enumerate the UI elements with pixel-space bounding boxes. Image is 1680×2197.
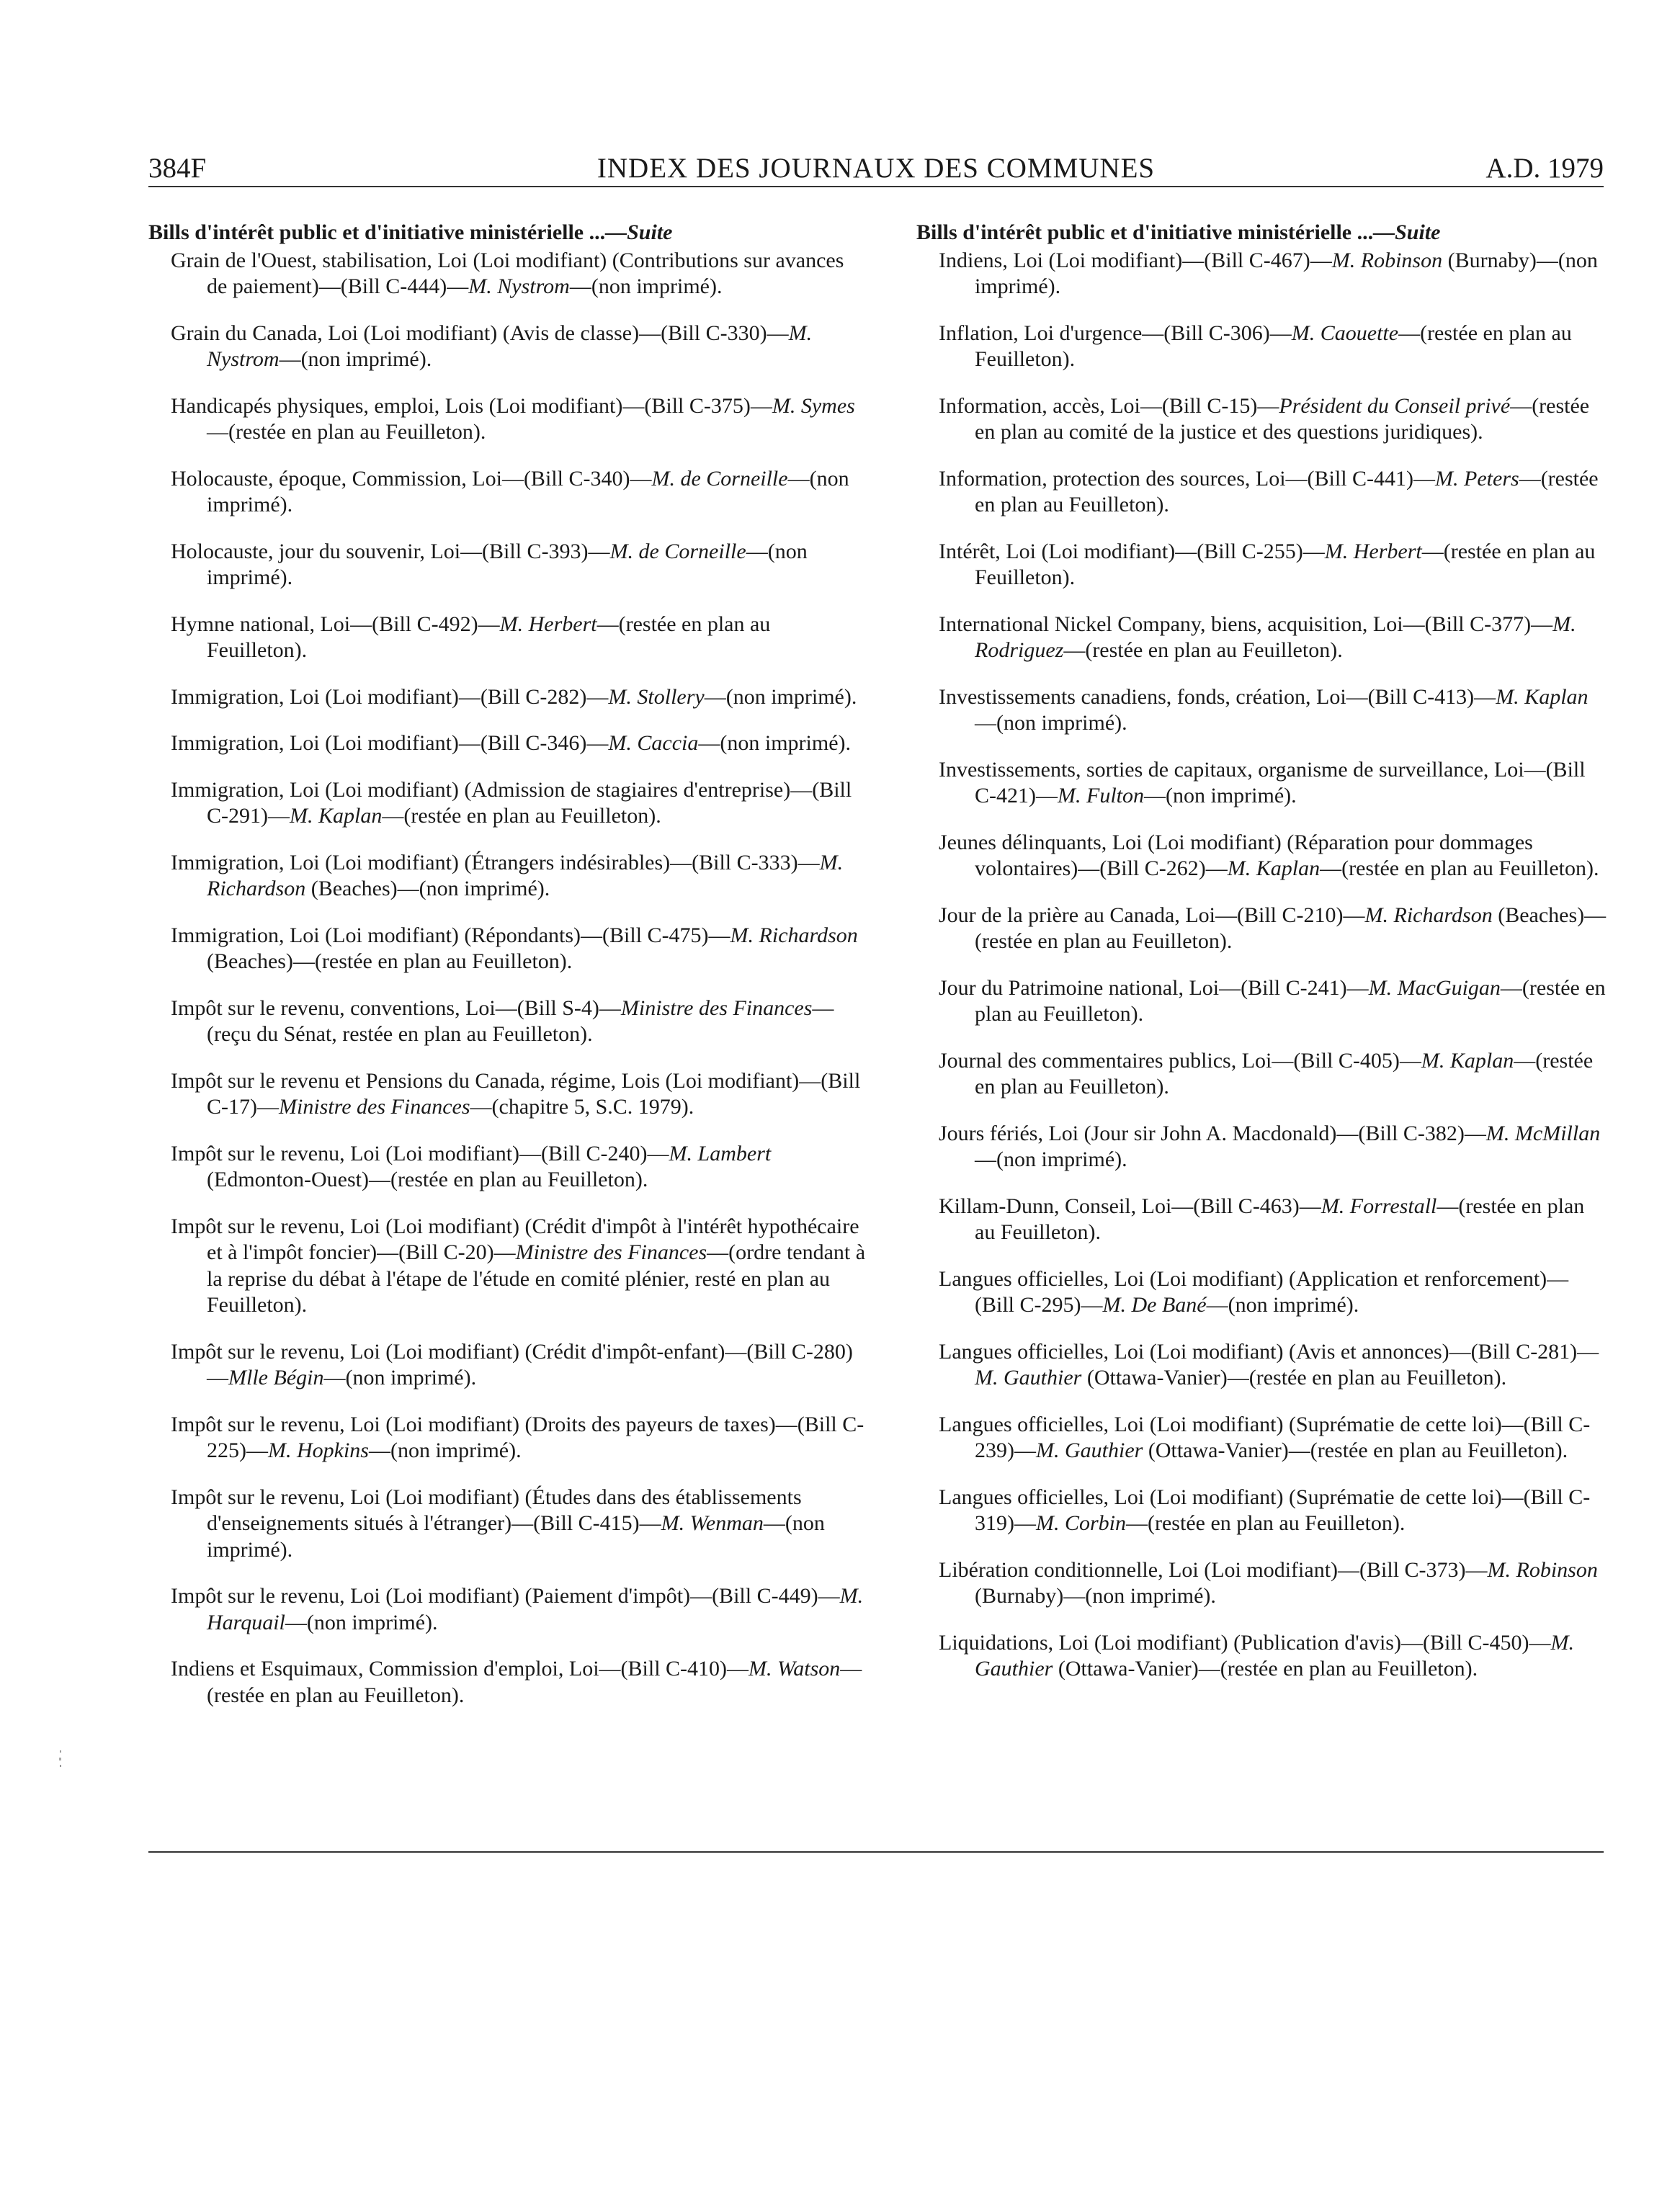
entry-title: Immigration, Loi (Loi modifiant) (Répondants)—(Bill C-475)— <box>171 923 730 947</box>
entry-sponsor: M. Robinson <box>1331 248 1443 272</box>
section-suite: —Suite <box>1373 220 1441 244</box>
section-heading <box>916 220 1608 246</box>
entry-sponsor: M. De Bané <box>1102 1293 1207 1317</box>
entry-title: Impôt sur le revenu, Loi (Loi modifiant) (Crédit d'impôt à l'intérêt hypothécaire et à l'impôt foncier)—(Bill C-20)— <box>171 1214 859 1264</box>
index-entry <box>148 730 869 757</box>
page-number: 384F <box>148 153 207 184</box>
index-entry <box>148 612 869 664</box>
entry-sponsor: Ministre des Finances <box>620 995 813 1020</box>
entry-sponsor: M. Herbert <box>1324 539 1422 563</box>
entry-title: Impôt sur le revenu, Loi (Loi modifiant) (Études dans des établissements d'enseignements situés à l'étranger)—(Bill C-415)— <box>171 1485 802 1535</box>
entry-sponsor: M. Caouette <box>1291 321 1399 345</box>
entry-title: Indiens et Esquimaux, Commission d'emploi, Loi—(Bill C-410)— <box>171 1657 749 1681</box>
entry-status: (Burnaby)—(non imprimé). <box>975 248 1598 298</box>
entry-status: —(non imprimé). <box>1144 784 1297 807</box>
section-suite: —Suite <box>605 220 673 244</box>
index-entry <box>916 1048 1608 1101</box>
entry-sponsor: M. MacGuigan <box>1368 975 1501 1000</box>
page-title: INDEX DES JOURNAUX DES COMMUNES <box>597 153 1156 184</box>
entry-status: —(restée en plan au Feuilleton). <box>207 420 486 444</box>
entry-title: Impôt sur le revenu, Loi (Loi modifiant)—(Bill C-240)— <box>171 1141 669 1165</box>
index-entry <box>916 903 1608 955</box>
entry-sponsor: M. McMillan <box>1485 1121 1601 1145</box>
entry-status: —(non imprimé). <box>975 711 1127 735</box>
entry-title: Immigration, Loi (Loi modifiant)—(Bill C-346)— <box>171 731 609 755</box>
entry-sponsor: M. Wenman <box>661 1511 764 1535</box>
entry-title: Investissements canadiens, fonds, création, Loi—(Bill C-413)— <box>939 684 1496 709</box>
entry-status: —(non imprimé). <box>279 347 432 371</box>
entry-status: —(non imprimé). <box>704 684 857 709</box>
index-entry <box>148 1412 869 1464</box>
entry-sponsor: Mlle Bégin <box>228 1366 324 1390</box>
index-entry <box>148 1141 869 1194</box>
section-heading <box>148 220 869 246</box>
index-entry <box>916 1194 1608 1246</box>
entry-list <box>916 248 1608 1683</box>
entry-title: Jeunes délinquants, Loi (Loi modifiant) (Réparation pour dommages volontaires)—(Bill C-262)— <box>939 830 1533 880</box>
index-entry <box>148 248 869 300</box>
index-entry <box>148 1068 869 1121</box>
entry-status: —(non imprimé). <box>1206 1293 1359 1317</box>
entry-status: —(restée en plan au Feuilleton). <box>1320 856 1599 880</box>
entry-title: Immigration, Loi (Loi modifiant) (Étrangers indésirables)—(Bill C-333)— <box>171 850 820 874</box>
header-rule <box>148 186 1604 187</box>
entry-sponsor: M. Gauthier <box>975 1630 1574 1681</box>
entry-sponsor: M. Forrestall <box>1321 1194 1437 1218</box>
entry-sponsor: M. Robinson <box>1487 1557 1598 1582</box>
entry-status: —(restée en plan au Feuilleton). <box>207 612 771 662</box>
index-entry <box>916 393 1608 446</box>
entry-status: —(non imprimé). <box>207 539 808 589</box>
page-year: A.D. 1979 <box>1485 153 1604 184</box>
entry-title: Hymne national, Loi—(Bill C-492)— <box>171 612 500 636</box>
index-entry <box>916 1557 1608 1610</box>
entry-title: Impôt sur le revenu, Loi (Loi modifiant) (Crédit d'impôt-enfant)—(Bill C-280)— <box>171 1339 853 1390</box>
entry-status: —(non imprimé). <box>323 1366 477 1390</box>
page-header <box>148 150 1604 187</box>
index-entry <box>916 1630 1608 1683</box>
index-entry <box>148 923 869 975</box>
entry-sponsor: M. Kaplan <box>1227 856 1321 880</box>
entry-status: —(restée en plan au Feuilleton). <box>975 975 1606 1026</box>
index-entry <box>916 830 1608 882</box>
index-entry <box>916 684 1608 737</box>
scan-speck-mark <box>58 1750 63 1771</box>
entry-sponsor: M. Herbert <box>499 612 597 636</box>
entry-sponsor: M. Peters <box>1435 466 1519 491</box>
index-entry <box>148 1485 869 1564</box>
index-entry <box>916 1121 1608 1173</box>
entry-sponsor: M. Richardson <box>730 923 858 947</box>
entry-title: Jour du Patrimoine national, Loi—(Bill C-241)— <box>939 975 1369 1000</box>
entry-status: —(non imprimé). <box>569 274 723 298</box>
entry-sponsor: M. Richardson <box>207 850 844 900</box>
index-entry <box>148 1339 869 1392</box>
right-column <box>916 220 1608 1703</box>
entry-sponsor: M. Stollery <box>608 684 705 709</box>
entry-title: Immigration, Loi (Loi modifiant)—(Bill C-282)— <box>171 684 609 709</box>
index-entry <box>916 975 1608 1028</box>
entry-status: (Beaches)—(restée en plan au Feuilleton). <box>207 949 573 973</box>
entry-title: Impôt sur le revenu, conventions, Loi—(Bill S-4)— <box>171 995 621 1020</box>
entry-status: —(non imprimé). <box>207 1511 825 1562</box>
entry-sponsor: M. Lambert <box>669 1141 772 1165</box>
entry-title: Journal des commentaires publics, Loi—(Bill C-405)— <box>939 1048 1421 1073</box>
entry-status: —(ordre tendant à la reprise du débat à l'étape de l'étude en comité plénier, resté en plan au Feuilleton). <box>207 1240 866 1317</box>
entry-status: (Beaches)—(non imprimé). <box>305 877 550 900</box>
entry-sponsor: M. Harquail <box>207 1584 864 1634</box>
entry-status: —(restée en plan au Feuilleton). <box>975 539 1596 589</box>
entry-title: Impôt sur le revenu, Loi (Loi modifiant) (Paiement d'impôt)—(Bill C-449)— <box>171 1584 840 1608</box>
entry-status: —(restée en plan au Feuilleton). <box>975 1048 1594 1098</box>
entry-sponsor: M. Gauthier <box>975 1366 1082 1390</box>
entry-title: Handicapés physiques, emploi, Lois (Loi modifiant)—(Bill C-375)— <box>171 393 772 418</box>
index-entry <box>148 1214 869 1319</box>
entry-status: —(non imprimé). <box>698 731 852 755</box>
entry-title: Immigration, Loi (Loi modifiant) (Admission de stagiaires d'entreprise)—(Bill C-291)— <box>171 777 852 828</box>
entry-title: Information, protection des sources, Loi—(Bill C-441)— <box>939 466 1436 491</box>
entry-status: (Beaches)—(restée en plan au Feuilleton). <box>975 903 1607 953</box>
entry-title: Langues officielles, Loi (Loi modifiant) (Avis et annonces)—(Bill C-281)— <box>939 1339 1599 1364</box>
entry-status: —(restée en plan au Feuilleton). <box>975 321 1572 371</box>
index-entry <box>916 248 1608 300</box>
entry-title: Killam-Dunn, Conseil, Loi—(Bill C-463)— <box>939 1194 1321 1218</box>
entry-status: (Edmonton-Ouest)—(restée en plan au Feuilleton). <box>207 1168 648 1191</box>
entry-sponsor: M. Hopkins <box>268 1438 369 1462</box>
entry-sponsor: Président du Conseil privé <box>1279 393 1511 418</box>
entry-sponsor: M. Kaplan <box>1496 684 1589 709</box>
entry-list <box>148 248 869 1709</box>
entry-status: —(restée en plan au Feuilleton). <box>1063 638 1343 662</box>
index-entry <box>916 321 1608 373</box>
footer-rule <box>148 1851 1604 1853</box>
index-entry <box>916 466 1608 519</box>
entry-title: Indiens, Loi (Loi modifiant)—(Bill C-467)— <box>939 248 1332 272</box>
entry-status: (Burnaby)—(non imprimé). <box>975 1584 1216 1608</box>
entry-title: Impôt sur le revenu, Loi (Loi modifiant) (Droits des payeurs de taxes)—(Bill C-225)— <box>171 1412 864 1462</box>
entry-status: —(restée en plan au Feuilleton). <box>382 804 661 828</box>
entry-title: Grain de l'Ouest, stabilisation, Loi (Loi modifiant) (Contributions sur avances de paiement)—(Bill C-444)— <box>171 248 844 298</box>
index-entry <box>916 612 1608 664</box>
entry-title: Holocauste, jour du souvenir, Loi—(Bill C-393)— <box>171 539 610 563</box>
index-entry <box>148 321 869 373</box>
entry-status: —(restée en plan au Feuilleton). <box>975 466 1599 516</box>
index-entry <box>916 1266 1608 1319</box>
entry-title: Investissements, sorties de capitaux, organisme de surveillance, Loi—(Bill C-421)— <box>939 757 1586 807</box>
entry-title: Inflation, Loi d'urgence—(Bill C-306)— <box>939 321 1292 345</box>
entry-sponsor: M. Kaplan <box>290 804 383 828</box>
entry-sponsor: M. Symes <box>772 393 855 418</box>
entry-sponsor: Ministre des Finances <box>279 1095 470 1119</box>
index-entry <box>148 1583 869 1636</box>
entry-sponsor: M. Caccia <box>608 731 699 755</box>
entry-title: Information, accès, Loi—(Bill C-15)— <box>939 393 1279 418</box>
entry-sponsor: M. Gauthier <box>1036 1438 1143 1462</box>
index-entry <box>916 539 1608 591</box>
entry-sponsor: M. Kaplan <box>1421 1048 1514 1073</box>
index-entry <box>916 1485 1608 1537</box>
index-entry <box>148 1656 869 1709</box>
entry-sponsor: M. Rodriguez <box>975 612 1576 662</box>
entry-sponsor: M. Nystrom <box>207 321 813 371</box>
entry-status: —(restée en plan au comité de la justice et des questions juridiques). <box>975 393 1590 444</box>
entry-status: —(chapitre 5, S.C. 1979). <box>470 1095 694 1119</box>
index-entry <box>916 1339 1608 1392</box>
entry-title: Grain du Canada, Loi (Loi modifiant) (Avis de classe)—(Bill C-330)— <box>171 321 789 345</box>
entry-title: Impôt sur le revenu et Pensions du Canada, régime, Lois (Loi modifiant)—(Bill C-17)— <box>171 1068 861 1119</box>
index-entry <box>148 777 869 830</box>
index-entry <box>148 393 869 446</box>
entry-status: —(reçu du Sénat, restée en plan au Feuilleton). <box>207 995 834 1046</box>
entry-title: Langues officielles, Loi (Loi modifiant) (Application et renforcement)—(Bill C-295)— <box>939 1266 1569 1317</box>
entry-title: International Nickel Company, biens, acquisition, Loi—(Bill C-377)— <box>939 612 1553 636</box>
entry-sponsor: M. Fulton <box>1058 784 1144 807</box>
entry-title: Jour de la prière au Canada, Loi—(Bill C-210)— <box>939 903 1365 927</box>
index-entry <box>916 757 1608 810</box>
entry-sponsor: M. Corbin <box>1036 1511 1127 1535</box>
entry-status: —(restée en plan au Feuilleton). <box>975 1194 1585 1244</box>
entry-title: Libération conditionnelle, Loi (Loi modifiant)—(Bill C-373)— <box>939 1557 1488 1582</box>
index-entry <box>148 850 869 903</box>
entry-status: (Ottawa-Vanier)—(restée en plan au Feuilleton). <box>1081 1366 1507 1390</box>
index-entry <box>148 995 869 1048</box>
entry-title: Langues officielles, Loi (Loi modifiant) (Suprématie de cette loi)—(Bill C-319)— <box>939 1485 1591 1535</box>
entry-title: Intérêt, Loi (Loi modifiant)—(Bill C-255)— <box>939 539 1325 563</box>
index-entry <box>916 1412 1608 1464</box>
section-title: Bills d'intérêt public et d'initiative ministérielle ... <box>916 220 1374 244</box>
entry-status: —(restée en plan au Feuilleton). <box>207 1657 862 1707</box>
entry-sponsor: M. Nystrom <box>468 274 570 298</box>
left-column <box>148 220 869 1729</box>
entry-title: Liquidations, Loi (Loi modifiant) (Publication d'avis)—(Bill C-450)— <box>939 1630 1551 1655</box>
entry-status: —(restée en plan au Feuilleton). <box>1126 1511 1406 1535</box>
entry-status: —(non imprimé). <box>285 1610 438 1634</box>
index-entry <box>148 466 869 519</box>
entry-sponsor: M. Richardson <box>1364 903 1493 927</box>
entry-status: —(non imprimé). <box>975 1147 1127 1171</box>
index-entry <box>148 539 869 591</box>
entry-title: Langues officielles, Loi (Loi modifiant) (Suprématie de cette loi)—(Bill C-239)— <box>939 1412 1591 1462</box>
entry-status: —(non imprimé). <box>207 466 849 516</box>
entry-status: (Ottawa-Vanier)—(restée en plan au Feuilleton). <box>1053 1657 1478 1681</box>
entry-status: (Ottawa-Vanier)—(restée en plan au Feuilleton). <box>1143 1438 1568 1462</box>
entry-sponsor: Ministre des Finances <box>515 1240 707 1264</box>
entry-title: Jours fériés, Loi (Jour sir John A. Macdonald)—(Bill C-382)— <box>939 1121 1486 1145</box>
entry-sponsor: M. Watson <box>749 1657 841 1681</box>
entry-title: Holocauste, époque, Commission, Loi—(Bill C-340)— <box>171 466 652 491</box>
index-entry <box>148 684 869 711</box>
entry-sponsor: M. de Corneille <box>609 539 746 563</box>
entry-status: —(non imprimé). <box>368 1438 522 1462</box>
section-title: Bills d'intérêt public et d'initiative ministérielle ... <box>148 220 606 244</box>
entry-sponsor: M. de Corneille <box>651 466 788 491</box>
